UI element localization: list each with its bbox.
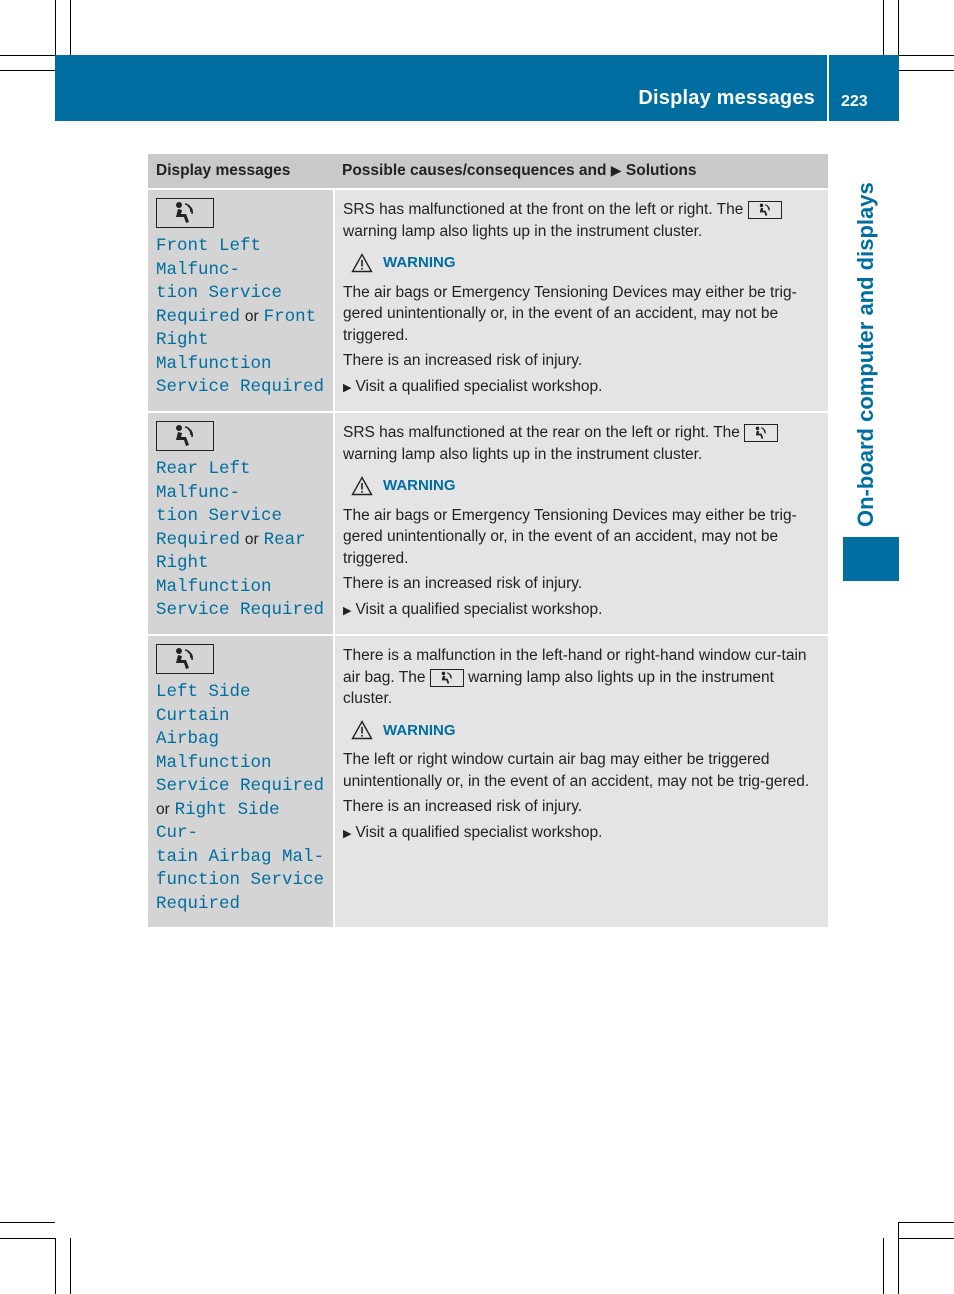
- table-row: [148, 635, 828, 928]
- cause-text: [343, 645, 820, 710]
- warning-label: WARNING: [383, 254, 456, 271]
- message-line: Right Malfunction: [156, 330, 272, 374]
- action-text: Visit a qualified specialist workshop.: [355, 600, 603, 618]
- crop-mark: [0, 1222, 55, 1223]
- cause-text-part: warning lamp also lights up in the instrument cluster.: [343, 668, 774, 707]
- display-message-text: [156, 680, 325, 915]
- warning-text: The left or right window curtain air bag may either be triggered unintentionally or, in the event of an accident, may not be trig-gered.: [343, 751, 810, 790]
- action-item: [343, 599, 820, 623]
- cause-text-part: There is a malfunction in the left-hand or right-hand window cur-tain air bag. The: [343, 647, 807, 686]
- chapter-tab-marker: [843, 537, 899, 581]
- message-line: Airbag Malfunction: [156, 729, 272, 773]
- crop-mark: [883, 1238, 884, 1294]
- message-line: Required: [156, 529, 241, 550]
- action-text: Visit a qualified specialist workshop.: [355, 823, 603, 841]
- message-line: tion Service: [156, 283, 283, 303]
- message-line: function Service: [156, 870, 325, 890]
- cause-text-part: SRS has malfunctioned at the rear on the left or right. The: [343, 424, 740, 441]
- message-line: Left Side Curtain: [156, 682, 251, 726]
- message-line: Service Required: [156, 776, 325, 796]
- message-line: Right Malfunction: [156, 553, 272, 597]
- crop-mark: [883, 0, 884, 55]
- cause-text: [343, 422, 820, 465]
- table-row: [148, 412, 828, 635]
- crop-mark: [0, 1238, 55, 1239]
- message-line: Required: [156, 893, 241, 914]
- page-header: [55, 55, 899, 121]
- message-cell: [148, 189, 334, 412]
- airbag-warning-icon: [748, 201, 782, 219]
- crop-mark: [899, 55, 954, 56]
- airbag-warning-icon: [744, 424, 778, 442]
- action-text: Visit a qualified specialist workshop.: [355, 377, 603, 395]
- chapter-tab-label: On-board computer and displays: [853, 182, 878, 527]
- section-title: Display messages: [638, 87, 815, 109]
- warning-heading: [351, 252, 820, 274]
- cause-text-part: warning lamp also lights up in the instrument cluster.: [343, 445, 703, 463]
- solution-arrow-icon: ▶: [610, 162, 622, 178]
- message-line: Rear Left Malfunc-: [156, 459, 251, 503]
- column-header-messages: Display messages: [148, 154, 334, 189]
- cause-text: [343, 199, 820, 242]
- column-header-text: Possible causes/consequences and: [342, 162, 607, 179]
- message-line: Right Side Cur-: [156, 799, 280, 843]
- crop-mark: [0, 70, 55, 71]
- display-message-text: [156, 234, 325, 399]
- crop-mark: [898, 1222, 899, 1294]
- table-header-row: [148, 154, 828, 189]
- display-message-text: [156, 457, 325, 622]
- warning-triangle-icon: [351, 476, 373, 496]
- warning-heading: [351, 475, 820, 497]
- column-header-solutions: [334, 154, 828, 189]
- crop-mark: [899, 70, 954, 71]
- or-text: or: [156, 800, 170, 818]
- warning-heading: [351, 720, 820, 742]
- crop-mark: [899, 1238, 954, 1239]
- crop-mark: [70, 0, 71, 55]
- warning-text: The air bags or Emergency Tensioning Devices may either be trig-gered unintentionally or, in the event of an accident, may not be triggered.: [343, 506, 797, 567]
- message-line: Required: [156, 306, 241, 327]
- action-item: [343, 822, 820, 846]
- solution-cell: [334, 189, 828, 412]
- message-cell: [148, 412, 334, 635]
- cause-text-part: warning lamp also lights up in the instrument cluster.: [343, 222, 703, 240]
- message-line: Front Left Malfunc-: [156, 236, 262, 280]
- warning-text: The air bags or Emergency Tensioning Devices may either be trig-gered unintentionally or, in the event of an accident, may not be triggered.: [343, 283, 797, 344]
- message-line: tain Airbag Mal-: [156, 846, 325, 867]
- crop-mark: [0, 55, 55, 56]
- crop-mark: [55, 0, 56, 55]
- header-divider: [827, 55, 829, 121]
- table-row: [148, 189, 828, 412]
- column-header-text: Solutions: [625, 162, 697, 179]
- action-arrow-icon: ▶: [343, 827, 352, 840]
- airbag-warning-icon: [156, 421, 214, 451]
- message-cell: [148, 635, 334, 928]
- warning-triangle-icon: [351, 253, 373, 273]
- crop-mark: [55, 1238, 56, 1294]
- or-text: or: [244, 530, 259, 548]
- message-line: Service Required: [156, 377, 325, 397]
- page-number: 223: [841, 93, 868, 110]
- crop-mark: [898, 0, 899, 55]
- action-item: [343, 376, 820, 400]
- airbag-warning-icon: [156, 644, 214, 674]
- risk-text: There is an increased risk of injury.: [343, 352, 583, 369]
- message-line: Rear: [263, 529, 306, 550]
- warning-triangle-icon: [351, 720, 373, 740]
- cause-text-part: SRS has malfunctioned at the front on the left or right. The: [343, 201, 744, 218]
- action-arrow-icon: ▶: [343, 381, 352, 394]
- message-line: tion Service: [156, 506, 283, 526]
- risk-text: There is an increased risk of injury.: [343, 798, 583, 815]
- warning-label: WARNING: [383, 477, 456, 494]
- airbag-warning-icon: [156, 198, 214, 228]
- message-line: Front: [263, 306, 317, 327]
- crop-mark: [70, 1238, 71, 1294]
- solution-cell: [334, 635, 828, 928]
- action-arrow-icon: ▶: [343, 604, 352, 617]
- solution-cell: [334, 412, 828, 635]
- message-line: Service Required: [156, 600, 325, 620]
- crop-mark: [899, 1222, 954, 1223]
- risk-text: There is an increased risk of injury.: [343, 575, 583, 592]
- display-messages-table: [148, 154, 828, 929]
- warning-label: WARNING: [383, 721, 456, 739]
- or-text: or: [244, 307, 259, 325]
- airbag-warning-icon: [430, 669, 464, 687]
